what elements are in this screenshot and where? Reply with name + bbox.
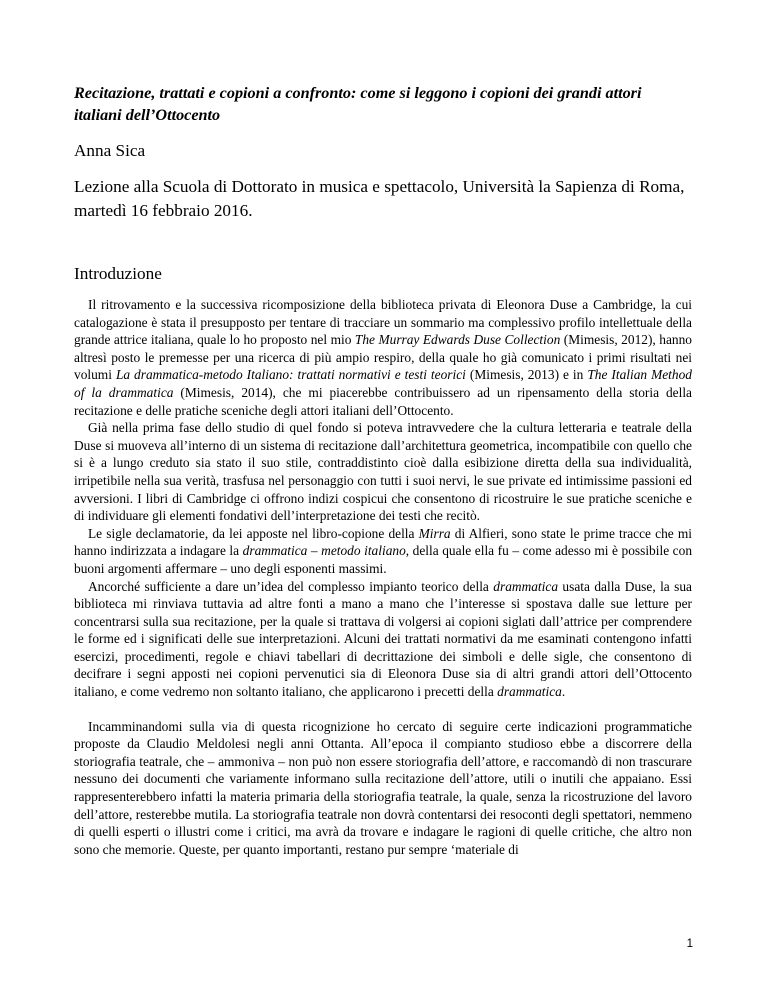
paragraph-1 (74, 296, 692, 419)
page-number: 1 (686, 938, 693, 950)
paragraph-2: Già nella prima fase dello studio di quel fondo si poteva intravvedere che la cultura letteraria e teatrale della Duse si muoveva all’interno di un sistema di recitazione dall’architettura geometrica, incompatibile con quello che si è a lungo creduto sia stato il suo stile, contraddistinto cioè dalla esibizione diretta della sua individualità, irripetibile nella sua verità, trasfusa nel personaggio con tutti i suoi nervi, le sue private ed intimissime passioni ed avversioni. I libri di Cambridge ci offrono indizi cospicui che consentono di ricostruire le sue pratiche sceniche e di individuare gli elementi fondativi dell’interpretazione dei testi che recitò. (74, 420, 692, 524)
paragraph-4-text: Ancorché sufficiente a dare un’idea del complesso impianto teorico della (88, 578, 494, 594)
book-title-drammatica-metodo: La drammatica-metodo Italiano: trattati normativi e testi teorici (115, 367, 466, 383)
paragraph-1-text: (Mimesis, 2014), che mi piacerebbe contribuissero ad un ripensamento della storia della recitazione e delle pratiche sceniche degli attori italiani dell’Ottocento. (74, 384, 692, 418)
term-drammatica: drammatica (497, 684, 562, 700)
book-title-duse-collection: The Murray Edwards Duse Collection (354, 332, 561, 348)
book-title-italian-method: The Italian Method of la drammatica (74, 367, 692, 400)
paragraph-3-text: Le sigle declamatorie, da lei apposte nel libro-copione della (88, 525, 419, 541)
section-heading: Introduzione (74, 264, 162, 283)
paragraph-4-text: usata dalla Duse, la sua biblioteca mi rinviava tuttavia ad altre fonti a mano a mano che l’interesse si spostava dalle sue letture per concentrarsi sulla sua recitazione, per la quale si trattava di volgersi ai copioni siglati dall’attrice per comprendere le forme ed i significati delle sue interpretazioni. Alcuni dei trattati normativi da me esaminati contengono infatti esercizi, procedimenti, regole e chiavi tabellari di decrittazione dei simboli e delle sigle, che consentono di decifrare i segni apposti nei copioni pervenutici sia di Eleonora Duse sia di altri grandi attori dell’Ottocento italiano, e come vedremo non soltanto italiano, che applicarono i precetti della (74, 578, 693, 700)
paragraph-1-text: (Mimesis, 2012), hanno altresì posto le premesse per una ricerca di più ampio respiro, della quale ho già comunicato i primi risultati nei volumi (74, 332, 692, 383)
paragraph-4 (74, 578, 692, 701)
paragraph-3-text: , della quale ella fu – come adesso mi è possibile con buoni argomenti affermare – uno degli esponenti massimi. (74, 543, 693, 576)
paragraph-5: Incamminandomi sulla via di questa ricognizione ho cercato di seguire certe indicazioni programmatiche proposte da Claudio Meldolesi negli anni Ottanta. All’epoca il compianto studioso ebbe a discorrere della storiografia teatrale, che – ammoniva – non può non essere storiografia dell’attore, e raccomandò di non trascurare nessuno dei documenti che variamente informano sulla recitazione dell’attore, utili o inutili che appaiano. Essi rappresenterebbero infatti la materia primaria della storiografia teatrale, la quale, senza la ricostruzione del lavoro dell’attore, resterebbe mutila. La storiografia teatrale non dovrà contentarsi dei resoconti degli spettatori, nemmeno di quelli esperti o illustri come i critici, ma avrà da trovare e indagare le ragioni di quelle critiche, che altro non sono che memorie. Queste, per quanto importanti, restano pur sempre ‘materiale di (74, 718, 692, 857)
body-text (74, 296, 692, 858)
paragraph-4-text: . (561, 684, 566, 700)
term-drammatica-metodo: drammatica – metodo italiano (242, 543, 406, 559)
lecture-info: Lezione alla Scuola di Dottorato in musica e spettacolo, Università la Sapienza di Roma, martedì 16 febbraio 2016. (74, 177, 685, 220)
term-drammatica: drammatica (493, 578, 559, 594)
paragraph-1-text: Il ritrovamento e la successiva ricomposizione della biblioteca privata di Eleonora Duse a Cambridge, la cui catalogazione è stata il presupposto per tentare di tracciare un sommario ma complessivo profilo intellettuale della grande attrice italiana, quale lo ho proposto nel mio (74, 297, 692, 348)
work-title-mirra: Mirra (418, 525, 451, 541)
paragraph-3-text: di Alfieri, sono state le prime tracce che mi hanno indirizzata a indagare la (74, 525, 692, 559)
page-content (74, 82, 692, 858)
document-title: Recitazione, trattati e copioni a confronto: come si leggono i copioni dei grandi attori italiani dell’Ottocento (74, 84, 642, 124)
author-name: Anna Sica (74, 141, 146, 160)
paragraph-1-text: (Mimesis, 2013) e in (465, 367, 588, 383)
paragraph-3 (74, 525, 692, 578)
